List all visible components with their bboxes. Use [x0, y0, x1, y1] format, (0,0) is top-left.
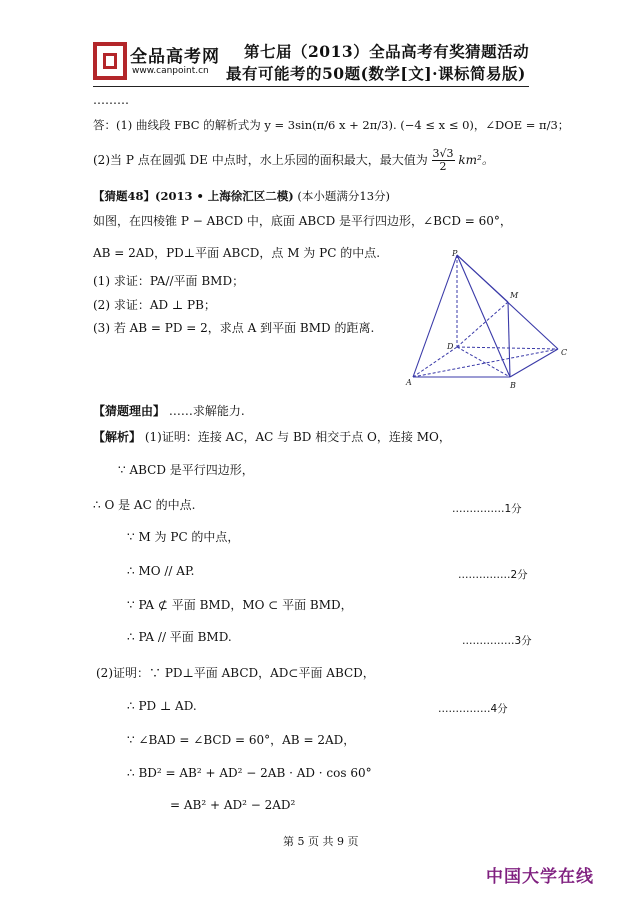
label-d: D — [447, 342, 454, 351]
step-5: ∵ PA ⊄ 平面 BMD，MO ⊂ 平面 BMD， — [127, 598, 353, 612]
edge-db — [457, 347, 510, 377]
label-p: P — [452, 249, 458, 258]
analysis-line — [93, 430, 451, 444]
guess-heading — [93, 189, 390, 203]
edge-pa — [413, 255, 457, 377]
fraction-denominator: 2 — [439, 160, 447, 173]
guess-tag: 【猜题48】(2013 • 上海徐汇区二模) — [93, 189, 294, 203]
question-3: (3) 若 AB = PD = 2，求点 A 到平面 BMD 的距离. — [93, 321, 375, 335]
reason-tag: 【猜题理由】 — [93, 404, 166, 418]
analysis-tag: 【解析】 — [93, 430, 142, 444]
edge-bc — [510, 349, 558, 377]
logo-name: 全品高考网 — [130, 47, 220, 67]
answer-part1: 答：(1) 曲线段 FBC 的解析式为 y = 3sin(π/6 x + 2π/3). (−4 ≤ x ≤ 0)，∠DOE = π/3； — [93, 118, 570, 132]
score-4: ……………4分 — [438, 703, 508, 715]
step-1: ∵ ABCD 是平行四边形， — [118, 463, 254, 477]
edge-pm-part — [457, 255, 508, 302]
leading-dots: ……… — [93, 93, 129, 107]
label-a: A — [406, 378, 412, 387]
answer-part2 — [93, 148, 494, 173]
answer-part2-text: (2)当 P 点在圆弧 DE 中点时，水上乐园的面积最大，最大值为 — [93, 153, 428, 167]
score-3: ……………3分 — [462, 635, 532, 647]
score-2: ……………2分 — [458, 569, 528, 581]
step-3: ∵ M 为 PC 的中点， — [127, 530, 240, 544]
edge-bm — [508, 302, 510, 377]
header-title-line2: 最有可能考的50题(数学[文]·课标简易版) — [226, 64, 526, 83]
step-7: (2)证明：∵ PD⊥平面 ABCD，AD⊂平面 ABCD， — [96, 666, 375, 680]
edge-pb — [457, 255, 510, 377]
page-header — [0, 0, 636, 92]
reason-line — [93, 404, 245, 418]
step-9: ∵ ∠BAD = ∠BCD = 60°，AB = 2AD， — [127, 733, 356, 747]
step-2: ∴ O 是 AC 的中点. — [93, 498, 196, 512]
reason-text: ……求解能力. — [168, 404, 245, 418]
problem-line2: AB = 2AD，PD⊥平面 ABCD，点 M 为 PC 的中点. — [93, 246, 381, 260]
score-1: ……………1分 — [452, 503, 522, 515]
watermark: 中国大学在线 — [486, 867, 594, 887]
guess-points: (本小题满分13分) — [297, 189, 391, 203]
analysis-text: (1)证明：连接 AC，AC 与 BD 相交于点 O，连接 MO， — [144, 430, 451, 444]
edge-dc — [457, 347, 558, 349]
fraction-numerator: 3√3 — [432, 147, 454, 160]
step-4: ∴ MO // AP. — [127, 564, 195, 578]
step-10: ∴ BD² = AB² + AD² − 2AB · AD · cos 60° — [127, 766, 372, 780]
label-m: M — [510, 291, 519, 300]
question-2: (2) 求证：AD ⊥ PB； — [93, 298, 216, 312]
header-divider — [93, 86, 529, 87]
problem-line1: 如图，在四棱锥 P − ABCD 中，底面 ABCD 是平行四边形，∠BCD = 60°， — [93, 214, 512, 228]
pyramid-figure — [400, 247, 580, 393]
area-unit: km²。 — [458, 153, 494, 167]
canpoint-logo-icon — [93, 41, 127, 81]
max-area-fraction — [432, 148, 455, 173]
header-title-line1: 第七届（2013）全品高考有奖猜题活动 — [244, 42, 530, 61]
step-8: ∴ PD ⊥ AD. — [127, 699, 197, 713]
edge-dm — [457, 302, 508, 347]
label-c: C — [561, 348, 568, 357]
label-b: B — [510, 381, 516, 390]
step-11: = AB² + AD² − 2AD² — [170, 798, 296, 812]
question-1: (1) 求证：PA//平面 BMD； — [93, 274, 245, 288]
logo-url: www.canpoint.cn — [132, 66, 209, 76]
step-6: ∴ PA // 平面 BMD. — [127, 630, 232, 644]
page-number: 第 5 页 共 9 页 — [283, 835, 359, 848]
